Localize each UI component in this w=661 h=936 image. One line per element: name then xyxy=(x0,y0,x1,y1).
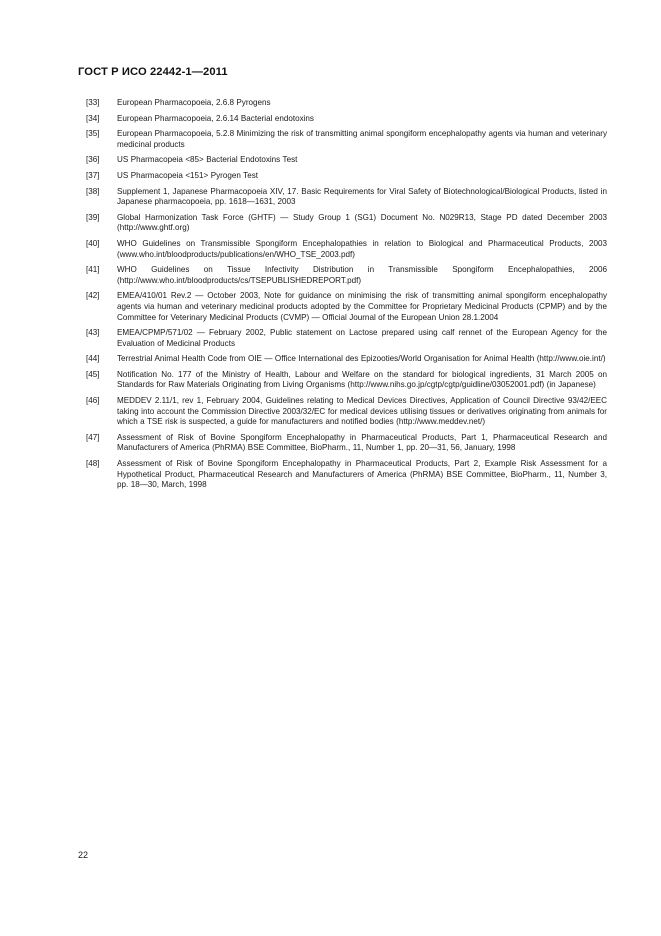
page-header-title: ГОСТ Р ИСО 22442-1—2011 xyxy=(78,66,228,78)
reference-text: US Pharmacopeia <85> Bacterial Endotoxins Test xyxy=(117,155,298,165)
reference-number: [41] xyxy=(86,265,100,275)
bibliography-entry xyxy=(86,433,607,454)
bibliography-entry xyxy=(86,239,607,260)
reference-number: [37] xyxy=(86,170,100,180)
reference-text: EMEA/CPMP/571/02 — February 2002, Public statement on Lactose prepared using calf rennet of the European Agency for the Evaluation of Medicinal Products xyxy=(117,328,607,348)
reference-text: Supplement 1, Japanese Pharmacopoeia XIV, 17. Basic Requirements for Viral Safety of Biotechnological/Biological Products, listed in Japanese pharmacopoeia, pp. 1618—1631, 2003 xyxy=(117,186,607,207)
reference-number: [40] xyxy=(86,238,100,248)
bibliography-entry xyxy=(86,129,607,150)
bibliography-entry xyxy=(86,155,607,166)
reference-number: [39] xyxy=(86,212,100,222)
bibliography-entry xyxy=(86,187,607,208)
reference-number: [47] xyxy=(86,432,100,442)
reference-text: Assessment of Risk of Bovine Spongiform Encephalopathy in Pharmaceutical Products, Part 1, Pharmaceutical Research and Manufacturers of America (PhRMA) BSE Committee, BioPharm., 11, Number 1, pp. 20—31, 56, January, 1998 xyxy=(117,432,607,453)
reference-text: WHO Guidelines on Transmissible Spongiform Encephalopathies in relation to Biological and Pharmaceutical Products, 2003 (www.who.int/bloodproducts/publications/en/WHO_TSE_2003.pdf) xyxy=(117,238,607,259)
reference-number: [45] xyxy=(86,369,100,379)
bibliography-entry xyxy=(86,114,607,125)
reference-number: [35] xyxy=(86,129,100,139)
reference-text: EMEA/410/01 Rev.2 — October 2003, Note for guidance on minimising the risk of transmitting animal spongiform encephalopathy agents via human and veterinary medicinal products adopted by the Committee for Proprietary Medicinal Products (CPMP) and by the Committee for Veterinary Medicinal Products (CVMP) — Official Journal of the European Union 28.1.2004 xyxy=(117,291,607,322)
reference-text: European Pharmacopoeia, 5.2.8 Minimizing the risk of transmitting animal spongiform encephalopathy agents via human and veterinary medicinal products xyxy=(117,129,607,149)
reference-text: Assessment of Risk of Bovine Spongiform Encephalopathy in Pharmaceutical Products, Part 2, Example Risk Assessment for a Hypothetical Product, Pharmaceutical Research and Manufacturers of America (PhRMA) BSE Committee, BioPharm., 11, Number 3, pp. 18—30, March, 1998 xyxy=(117,459,607,490)
reference-text: WHO Guidelines on Tissue Infectivity Distribution in Transmissible Spongiform Encephalopathies, 2006 (http://www.who.int/bloodproducts/cs/TSEPUBLISHEDREPORT.pdf) xyxy=(117,265,607,285)
reference-text: Notification No. 177 of the Ministry of Health, Labour and Welfare on the standard for biological ingredients, 31 March 2005 on Standards for Raw Materials Originating from Living Organisms (http://www.nihs.go.jp/cgtp/cgtp/guidline/03052001.pdf) (in Japanese) xyxy=(117,369,607,390)
reference-number: [36] xyxy=(86,155,100,165)
bibliography-list xyxy=(86,98,607,496)
reference-text: European Pharmacopoeia, 2.6.8 Pyrogens xyxy=(117,98,271,107)
reference-text: US Pharmacopeia <151> Pyrogen Test xyxy=(117,170,259,180)
bibliography-entry xyxy=(86,396,607,428)
reference-number: [43] xyxy=(86,328,100,338)
reference-number: [46] xyxy=(86,396,100,406)
reference-text: European Pharmacopoeia, 2.6.14 Bacterial endotoxins xyxy=(117,113,314,123)
bibliography-entry xyxy=(86,265,607,286)
reference-number: [33] xyxy=(86,98,100,107)
reference-number: [48] xyxy=(86,459,100,469)
bibliography-entry xyxy=(86,328,607,349)
reference-text: MEDDEV 2.11/1, rev 1, February 2004, Guidelines relating to Medical Devices Directives, Application of Council Directive 93/42/EEC taking into account the Commission Directive 2003/32/EC for medical devices utilising tissues or derivatives originating from animals for which a TSE risk is suspected, a guide for manufacturers and notified bodies (http://www.meddev.net/) xyxy=(117,396,607,427)
reference-number: [38] xyxy=(86,186,100,196)
reference-number: [44] xyxy=(86,354,100,364)
bibliography-entry xyxy=(86,98,607,109)
bibliography-entry xyxy=(86,291,607,323)
reference-number: [42] xyxy=(86,291,100,301)
reference-text: Terrestrial Animal Health Code from OIE — Office International des Epizooties/World Organisation for Animal Health (http://www.oie.int/) xyxy=(117,354,606,364)
bibliography-entry xyxy=(86,171,607,182)
reference-number: [34] xyxy=(86,113,100,123)
reference-text: Global Harmonization Task Force (GHTF) — Study Group 1 (SG1) Document No. N029R13, Stage PD dated December 2003 (http://www.ghtf.org) xyxy=(117,212,607,233)
bibliography-entry xyxy=(86,370,607,391)
bibliography-entry xyxy=(86,459,607,491)
bibliography-entry xyxy=(86,354,607,365)
bibliography-entry xyxy=(86,213,607,234)
page-number: 22 xyxy=(78,850,89,860)
